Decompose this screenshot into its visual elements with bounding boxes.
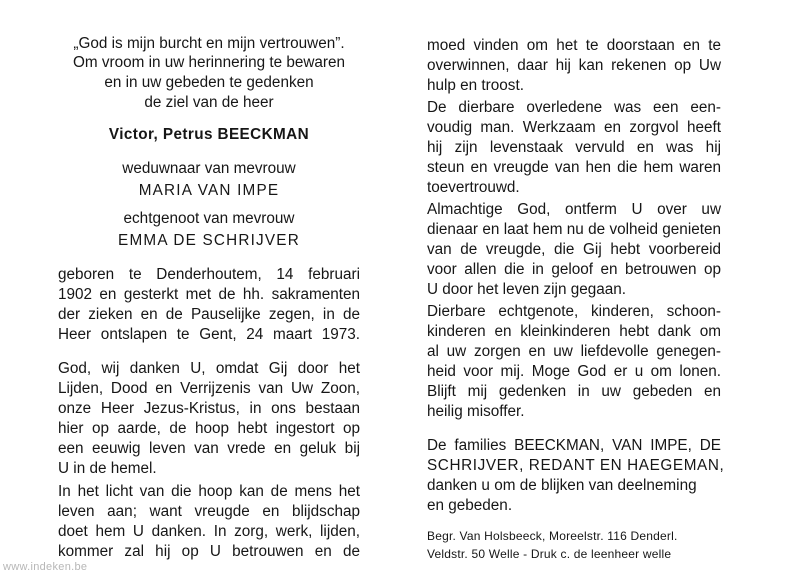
text-line: voor allen die in geloof en betrouwen op xyxy=(427,261,721,278)
first-wife-name: MARIA VAN IMPE xyxy=(138,182,280,199)
prayer-line: Lijden, Dood en Verrijzenis van Uw Zoon, xyxy=(58,380,360,397)
printer-credit: Veldstr. 50 Welle - Druk c. de leenheer welle xyxy=(427,547,672,561)
prayer-line: onze Heer Jezus-Kristus, in ons bestaan xyxy=(58,400,360,417)
text-line: heilig misoffer. xyxy=(427,403,525,420)
printer-credit: Begr. Van Holsbeeck, Moreelstr. 116 Denderl. xyxy=(427,529,678,543)
prayer-line: doet hem U danken. In zorg, werk, lijden, xyxy=(58,523,360,540)
intro-line: „God is mijn burcht en mijn vertrouwen”. xyxy=(73,35,345,52)
intro-line: en in uw gebeden te gedenken xyxy=(104,74,314,91)
text-line: overwinnen, daar hij kan rekenen op Uw xyxy=(427,57,721,74)
text-line: steun en vreugde van hen die hem waren xyxy=(427,159,721,176)
families-line: SCHRIJVER, REDANT EN HAEGEMAN, xyxy=(427,457,725,474)
text-line: voudig man. Werkzaam en zorgvol heeft xyxy=(427,119,721,136)
prayer-line: een eeuwig leven van vrede en geluk bij xyxy=(58,440,360,457)
text-line: U door het leven zijn gegaan. xyxy=(427,281,626,298)
prayer-line: God, wij danken U, omdat Gij door het xyxy=(58,360,360,377)
text-line: van de vreugde, die Gij hebt voorbereid xyxy=(427,241,721,258)
families-line: De families BEECKMAN, VAN IMPE, DE xyxy=(427,437,721,454)
watermark: www.indeken.be xyxy=(3,561,88,573)
families-line: danken u om de blijken van deelneming xyxy=(427,477,697,494)
birth-line: der zieken en de Pauselijke zegen, in de xyxy=(58,306,360,323)
spouse-name: EMMA DE SCHRIJVER xyxy=(118,232,300,249)
widower-line: weduwnaar van mevrouw xyxy=(122,160,296,177)
text-line: hij zijn levenstaak vervuld en was hij xyxy=(427,139,721,156)
text-line: Blijft mij gedenken in uw gebeden en xyxy=(427,383,721,400)
text-line: toevertrouwd. xyxy=(427,179,520,196)
text-line: moed vinden om het te doorstaan en te xyxy=(427,37,721,54)
families-line: en gebeden. xyxy=(427,497,513,514)
intro-line: de ziel van de heer xyxy=(144,94,274,111)
text-line: kinderen en kleinkinderen hebt dank om xyxy=(427,323,721,340)
birth-line: 1902 en gesterkt met de hh. sakramenten xyxy=(58,286,360,303)
prayer-line: In het licht van die hoop kan de mens het xyxy=(58,483,360,500)
text-line: Almachtige God, ontferm U over uw xyxy=(427,201,721,218)
prayer-line: hier op aarde, de hoop hebt ingestort op xyxy=(58,420,360,437)
intro-line: Om vroom in uw herinnering te bewaren xyxy=(72,54,346,71)
prayer-line: U in de hemel. xyxy=(58,460,157,477)
birth-line: Heer ontslapen te Gent, 24 maart 1973. xyxy=(58,326,360,343)
text-line: hulp en troost. xyxy=(427,77,524,94)
prayer-line: leven aan; want vreugde en blijdschap xyxy=(58,503,360,520)
text-line: heid voor mij. Moge God er u om lonen. xyxy=(427,363,721,380)
text-line: De dierbare overledene was een een- xyxy=(427,99,721,116)
birth-line: geboren te Denderhoutem, 14 februari xyxy=(58,266,360,283)
spouse-line: echtgenoot van mevrouw xyxy=(123,210,295,227)
text-line: al uw zorgen en uw liefdevolle genegen- xyxy=(427,343,721,360)
text-line: Dierbare echtgenote, kinderen, schoon- xyxy=(427,303,721,320)
text-line: dienaar en laat hem nu de volheid genieten xyxy=(427,221,721,238)
deceased-name: Victor, Petrus BEECKMAN xyxy=(108,126,310,143)
prayer-line: kommer zal hij op U betrouwen en de xyxy=(58,543,360,560)
